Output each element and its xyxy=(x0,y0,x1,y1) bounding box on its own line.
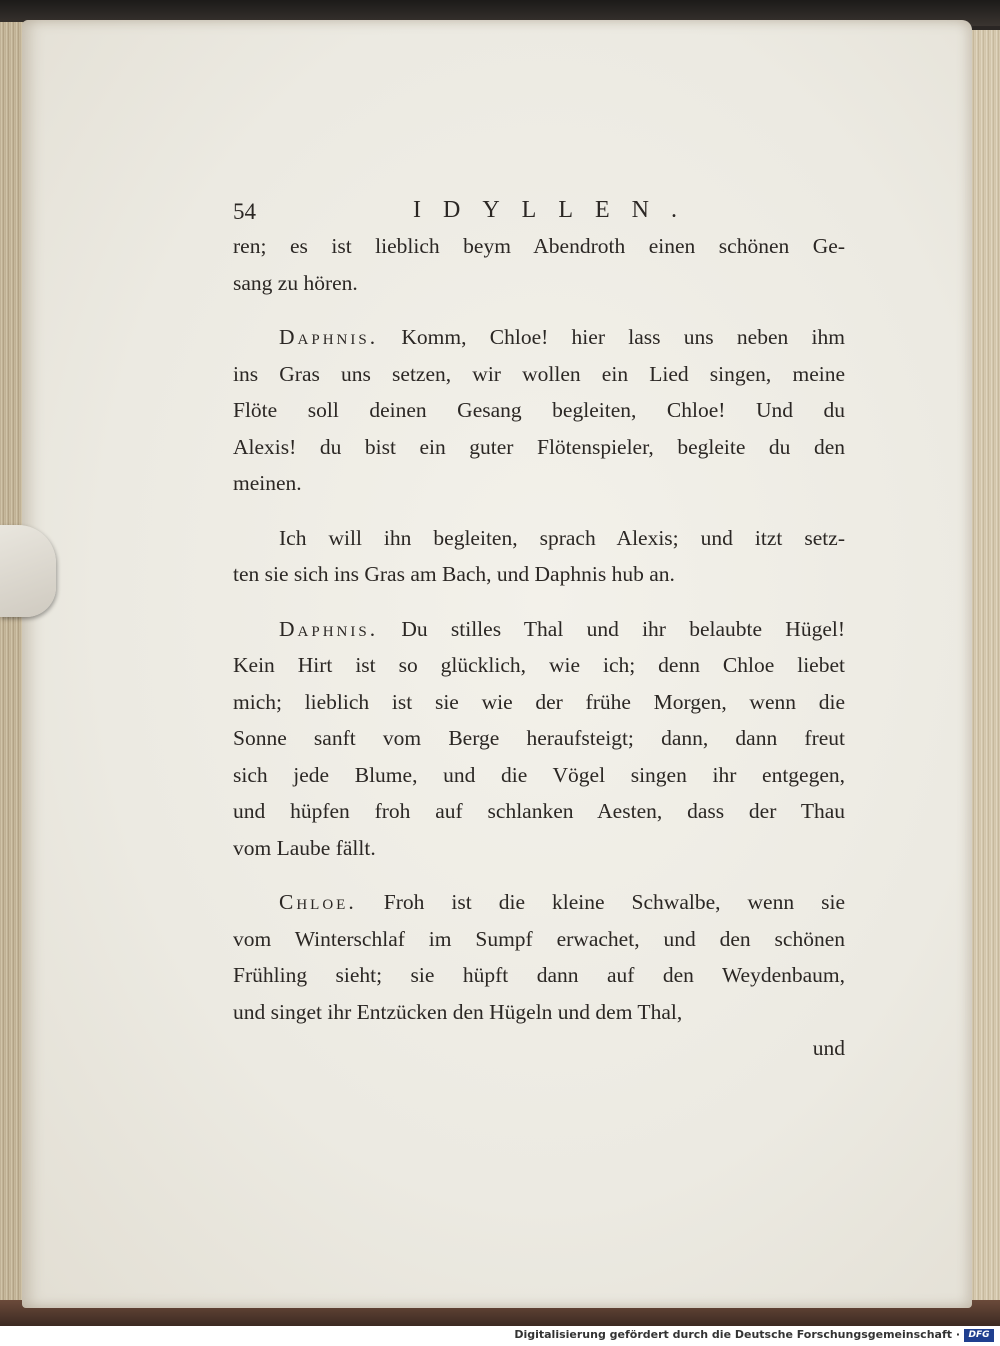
line-text: sich jede Blume, und die Vögel singen ihr entgegen, xyxy=(233,762,845,787)
text-line xyxy=(233,720,845,757)
text-line xyxy=(233,684,845,721)
speaker-name: Daphnis. xyxy=(279,616,379,641)
line-text: vom Winterschlaf im Sumpf erwachet, und den schönen xyxy=(233,926,845,951)
line-text: Alexis! du bist ein guter Flötenspieler, begleite du den xyxy=(233,434,845,459)
text-line xyxy=(233,957,845,994)
line-text: und hüpfen froh auf schlanken Aesten, dass der Thau xyxy=(233,799,845,823)
text-line xyxy=(233,793,845,830)
running-head: IDYLLEN. xyxy=(413,197,699,223)
footer-credit: Digitalisierung gefördert durch die Deutsche Forschungsgemeinschaft · xyxy=(514,1328,960,1341)
text-line xyxy=(233,757,845,794)
text-line xyxy=(233,884,845,921)
text-line xyxy=(233,611,845,648)
text-line xyxy=(233,556,845,593)
text-line xyxy=(233,265,845,302)
paragraph xyxy=(233,611,845,867)
line-text: Sonne sanft vom Berge heraufsteigt; dann, dann freut xyxy=(233,726,845,750)
text-line xyxy=(233,520,845,557)
page-number: 54 xyxy=(233,199,256,224)
text-line xyxy=(233,830,845,867)
line-text: sang zu hören. xyxy=(233,270,358,295)
line-text: vom Laube fällt. xyxy=(233,835,376,860)
paragraph xyxy=(233,319,845,502)
text-line xyxy=(233,921,845,958)
text-line xyxy=(233,356,845,393)
speaker-name: Chloe. xyxy=(279,890,357,914)
catchword: und xyxy=(812,1036,845,1060)
line-text: ten sie sich ins Gras am Bach, und Daphnis hub an. xyxy=(233,562,675,586)
text-line xyxy=(233,647,845,684)
dfg-logo: DFG xyxy=(964,1329,994,1342)
text-line xyxy=(233,392,845,429)
text-body xyxy=(233,228,845,1030)
footer-bar xyxy=(0,1326,1000,1346)
text-line xyxy=(233,228,845,265)
page-content xyxy=(233,186,845,1067)
bookmark-clip xyxy=(0,525,56,617)
paragraph xyxy=(233,884,845,1030)
line-text: Du stilles Thal und ihr belaubte Hügel! xyxy=(401,616,846,641)
line-text: Komm, Chloe! hier lass uns neben ihm xyxy=(401,325,845,349)
page-header xyxy=(233,186,845,228)
line-text: meinen. xyxy=(233,471,302,495)
paragraph xyxy=(233,520,845,593)
line-text: mich; lieblich ist sie wie der frühe Morgen, wenn die xyxy=(233,689,845,714)
paragraph xyxy=(233,228,845,301)
text-line xyxy=(233,465,845,502)
line-text: und singet ihr Entzücken den Hügeln und dem Thal, xyxy=(233,999,683,1024)
line-text: ins Gras uns setzen, wir wollen ein Lied singen, meine xyxy=(233,361,845,386)
speaker-name: Daphnis. xyxy=(279,325,379,349)
text-line xyxy=(233,319,845,356)
line-text: Ich will ihn begleiten, sprach Alexis; und itzt setz- xyxy=(279,525,845,550)
line-text: ren; es ist lieblich beym Abendroth einen schönen Ge- xyxy=(233,234,845,258)
line-text: Flöte soll deinen Gesang begleiten, Chloe! Und du xyxy=(233,398,845,422)
text-line xyxy=(233,994,845,1031)
line-text: Frühling sieht; sie hüpft dann auf den Weydenbaum, xyxy=(233,963,845,987)
line-text: Kein Hirt ist so glücklich, wie ich; denn Chloe liebet xyxy=(233,653,845,677)
text-line xyxy=(233,429,845,466)
line-text: Froh ist die kleine Schwalbe, wenn sie xyxy=(383,890,845,914)
